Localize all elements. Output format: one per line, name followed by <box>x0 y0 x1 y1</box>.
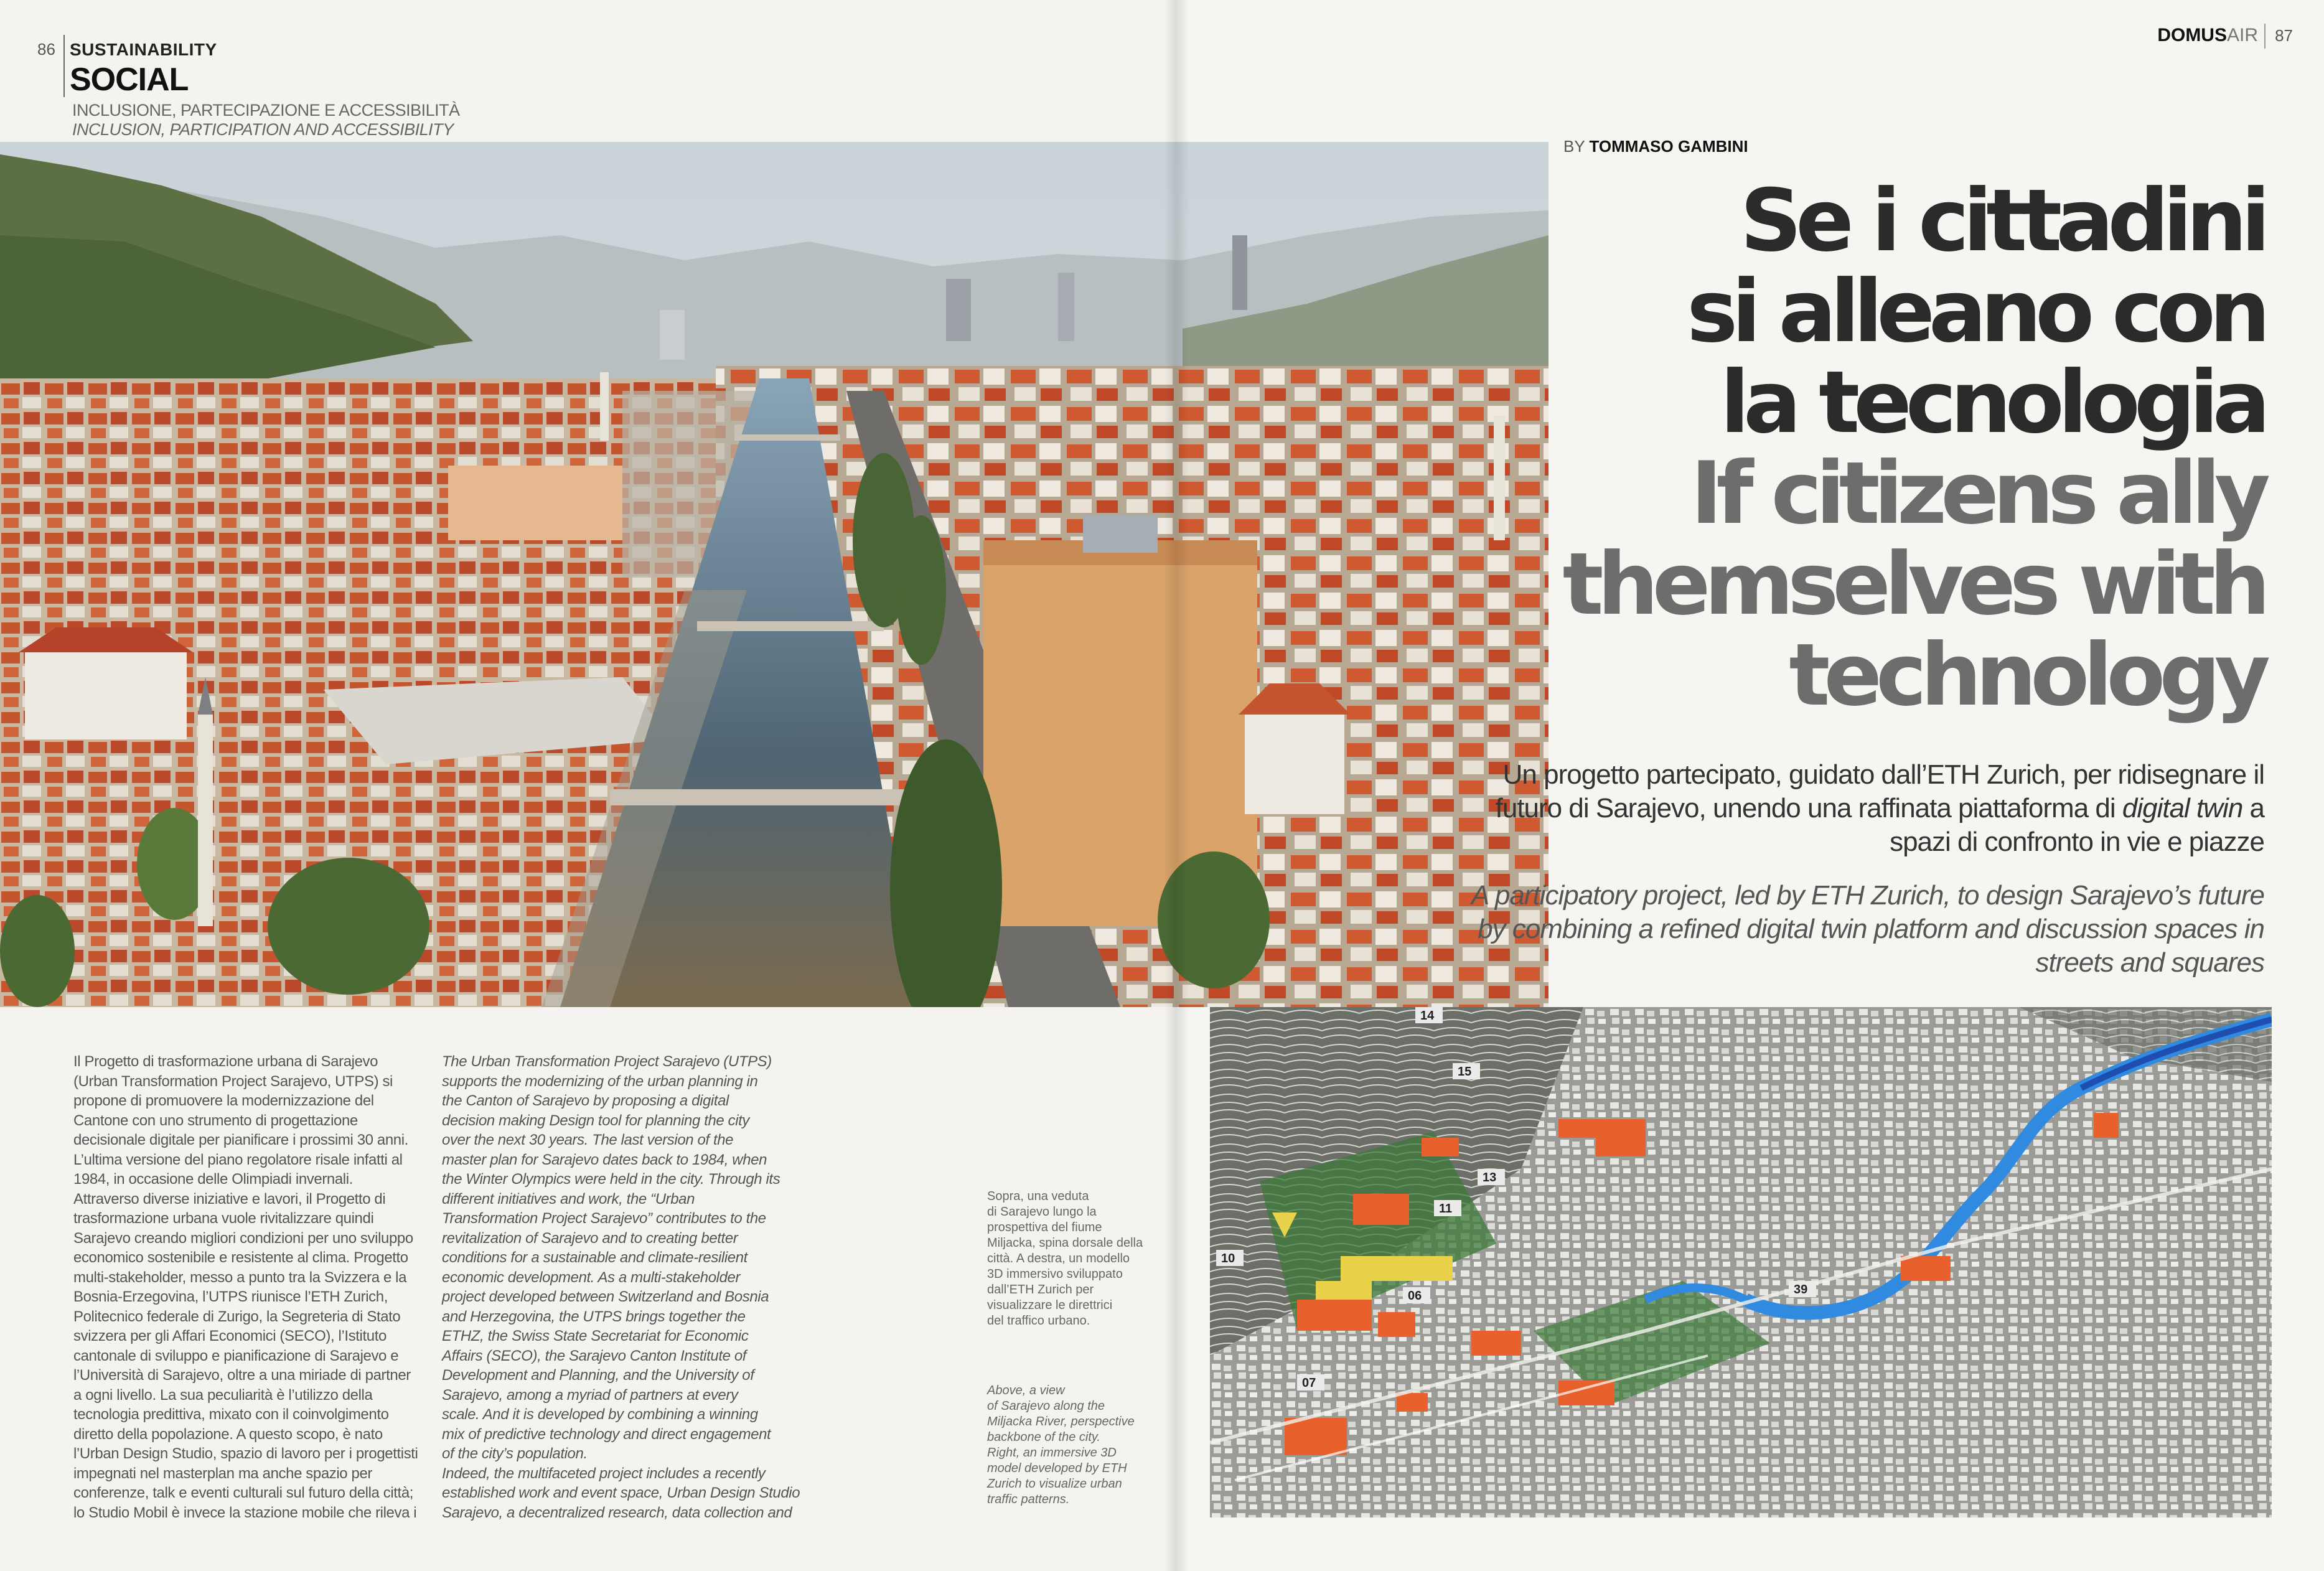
brand-bold: DOMUS <box>2157 25 2227 45</box>
model-label-11: 11 <box>1439 1202 1453 1216</box>
body-it-line: Cantone con uno strumento di progettazione <box>73 1112 358 1129</box>
deck-english: A participatory project, led by ETH Zurich, to design Sarajevo’s future by combining a refined digital twin platform and discussion spaces in streets and squares <box>1471 880 2264 978</box>
caption-en-line: Miljacka River, perspective <box>987 1415 1135 1428</box>
section-subtitle-it: INCLUSIONE, PARTECIPAZIONE E ACCESSIBILITÀ <box>72 101 460 120</box>
body-it-line: lo Studio Mobil è invece la stazione mobile che rileva i <box>73 1504 417 1521</box>
body-en-line: project developed between Switzerland and Bosnia <box>442 1288 769 1305</box>
sarajevo-aerial-photo <box>0 142 1549 1007</box>
body-en-line: economic development. As a multi-stakeholder <box>442 1269 741 1286</box>
photo-caption-english <box>987 1383 1168 1508</box>
caption-it-line: prospettiva del fiume <box>987 1221 1102 1234</box>
body-it-line: Sarajevo creando migliori condizioni per uno sviluppo <box>73 1229 413 1247</box>
headline-en-line-3: technology <box>1789 625 2264 725</box>
section-divider <box>63 35 65 97</box>
body-en-line: different initiatives and work, the “Urban <box>442 1190 695 1208</box>
body-column-english <box>442 1052 803 1522</box>
body-it-line: tecnologia predittiva, mixato con il coinvolgimento <box>73 1406 389 1423</box>
body-en-line: Transformation Project Sarajevo” contributes to the <box>442 1210 766 1227</box>
body-en-line: conditions for a sustainable and climate-resilient <box>442 1249 747 1266</box>
headline-it-line-1: Se i cittadini <box>1740 171 2264 271</box>
caption-en-line: Zurich to visualize urban <box>987 1477 1122 1491</box>
body-en-line: scale. And it is developed by combining a winning <box>442 1406 758 1423</box>
caption-it-line: visualizzare le direttrici <box>987 1298 1113 1312</box>
3d-city-model-photo <box>1210 1007 2272 1517</box>
body-en-line: decision making Design tool for planning the city <box>442 1112 750 1129</box>
headline-it-line-3: la tecnologia <box>1720 352 2264 453</box>
headline-it-line-2: si alleano con <box>1687 261 2264 362</box>
body-en-line: Sarajevo, a decentralized research, data collection and <box>442 1504 792 1521</box>
body-it-line: svizzera per gli Affari Economici (SECO), l’Istituto <box>73 1328 387 1344</box>
model-label-07: 07 <box>1302 1376 1316 1390</box>
body-it-line: propone di promuovere la modernizzazione del <box>73 1092 374 1109</box>
headline <box>1562 171 2264 725</box>
caption-it-line: di Sarajevo lungo la <box>987 1205 1097 1219</box>
brand-light: AIR <box>2226 25 2258 45</box>
body-en-line: over the next 30 years. The last version of the <box>442 1132 734 1148</box>
caption-en-line: backbone of the city. <box>987 1430 1100 1444</box>
body-en-line: established work and event space, Urban Design Studio <box>442 1484 800 1501</box>
body-it-line: impegnati nel masterplan ma anche spazio per <box>73 1465 373 1482</box>
section-subtitle-en: INCLUSION, PARTICIPATION AND ACCESSIBILITY <box>72 120 454 139</box>
body-it-line: trasformazione urbana vuole rivitalizzare quindi <box>73 1210 374 1227</box>
body-it-line: L’ultima versione del piano regolatore risale infatti al <box>73 1151 403 1168</box>
body-it-line: diretto della popolazione. A questo scopo, è nato <box>73 1425 383 1443</box>
section-title: SOCIAL <box>70 62 189 98</box>
deck-it-emphasis: digital twin <box>2122 793 2243 823</box>
body-it-line: l’Urban Design Studio, spazio di lavoro per i progettisti <box>73 1445 418 1462</box>
section-kicker: SUSTAINABILITY <box>70 40 217 59</box>
body-en-line: the Winter Olympics were held in the city. Through its <box>442 1171 780 1188</box>
byline <box>1563 137 1748 156</box>
body-en-line: Development and Planning, and the University of <box>442 1367 754 1384</box>
body-en-line: supports the modernizing of the urban planning in <box>442 1072 758 1090</box>
body-it-line: a ogni livello. La sua peculiarità è l’utilizzo della <box>73 1386 373 1404</box>
deck-it-part-1: Un progetto partecipato, guidato dall’ETH Zurich, per ridisegnare il futuro di Sarajevo, unendo una raffinata piattaforma di <box>1495 759 2264 823</box>
body-it-line: Il Progetto di trasformazione urbana di Sarajevo <box>73 1053 378 1070</box>
caption-it-line: Sopra, una veduta <box>987 1189 1089 1203</box>
body-it-line: economico sostenibile e resistente al clima. Progetto <box>73 1249 408 1266</box>
body-en-line: revitalization of Sarajevo and to creating better <box>442 1229 738 1247</box>
body-en-line: The Urban Transformation Project Sarajevo (UTPS) <box>442 1053 772 1070</box>
model-label-13: 13 <box>1483 1171 1497 1184</box>
photo-caption-italian <box>987 1189 1168 1329</box>
caption-en-line: Right, an immersive 3D <box>987 1446 1117 1460</box>
body-it-line: Attraverso diverse iniziative e lavori, il Progetto di <box>73 1190 386 1208</box>
caption-it-line: città. A destra, un modello <box>987 1252 1130 1265</box>
body-en-line: ETHZ, the Swiss State Secretariat for Economic <box>442 1328 749 1344</box>
body-it-line: l’Università di Sarajevo, oltre a una miriade di partner <box>73 1367 411 1384</box>
caption-it-line: 3D immersivo sviluppato <box>987 1267 1123 1281</box>
brand-logo <box>2157 25 2258 46</box>
caption-en-line: Above, a view <box>987 1384 1065 1397</box>
caption-en-line: traffic patterns. <box>987 1493 1070 1506</box>
body-en-line: and Herzegovina, the UTPS brings together the <box>442 1308 746 1325</box>
deck-it-part-2: a spazi di confronto in vie e piazze <box>1890 793 2264 857</box>
body-it-line: Bosnia-Erzegovina, l’UTPS riunisce l’ETH Zurich, <box>73 1288 388 1305</box>
right-page-number: 87 <box>2275 26 2293 45</box>
body-it-line: decisionale digitale per pianificare i prossimi 30 anni. <box>73 1132 408 1148</box>
caption-en-line: model developed by ETH <box>987 1461 1127 1475</box>
caption-it-line: dall’ETH Zurich per <box>987 1283 1094 1297</box>
caption-it-line: Miljacka, spina dorsale della <box>987 1236 1143 1250</box>
brand-divider <box>2264 24 2265 49</box>
body-it-line: conferenze, talk e eventi culturali sul futuro della città; <box>73 1484 414 1501</box>
body-en-line: of the city’s population. <box>442 1445 588 1462</box>
model-label-15: 15 <box>1458 1065 1472 1079</box>
body-column-italian <box>73 1052 447 1522</box>
model-label-14: 14 <box>1420 1009 1435 1023</box>
body-it-line: Politecnico federale di Zurigo, la Segreteria di Stato <box>73 1308 401 1325</box>
left-page-number: 86 <box>37 40 55 59</box>
body-en-line: Indeed, the multifaceted project includes a recently <box>442 1465 766 1482</box>
body-it-line: (Urban Transformation Project Sarajevo, UTPS) si <box>73 1072 393 1090</box>
body-en-line: the Canton of Sarajevo by proposing a digital <box>442 1092 729 1109</box>
author-name: TOMMASO GAMBINI <box>1589 137 1748 156</box>
byline-prefix: BY <box>1563 137 1585 156</box>
body-it-line: 1984, in occasione delle Olimpiadi invernali. <box>73 1171 353 1188</box>
body-it-line: cantonale di sviluppo e pianificazione di Sarajevo e <box>73 1347 399 1364</box>
caption-en-line: of Sarajevo along the <box>987 1399 1105 1413</box>
headline-en-line-1: If citizens ally <box>1690 443 2264 543</box>
page-gutter <box>1164 0 1189 1571</box>
body-it-line: multi-stakeholder, messo a punto tra la Svizzera e la <box>73 1269 407 1286</box>
body-en-line: Sarajevo, among a myriad of partners at every <box>442 1386 738 1404</box>
model-label-10: 10 <box>1221 1252 1235 1265</box>
headline-en-line-2: themselves with <box>1562 534 2264 634</box>
body-en-line: Affairs (SECO), the Sarajevo Canton Institute of <box>442 1347 747 1364</box>
deck-italian <box>1455 758 2264 859</box>
caption-it-line: del traffico urbano. <box>987 1314 1090 1328</box>
model-label-39: 39 <box>1794 1283 1808 1297</box>
body-en-line: master plan for Sarajevo dates back to 1984, when <box>442 1151 767 1168</box>
body-en-line: mix of predictive technology and direct engagement <box>442 1425 771 1443</box>
model-label-06: 06 <box>1408 1289 1422 1303</box>
